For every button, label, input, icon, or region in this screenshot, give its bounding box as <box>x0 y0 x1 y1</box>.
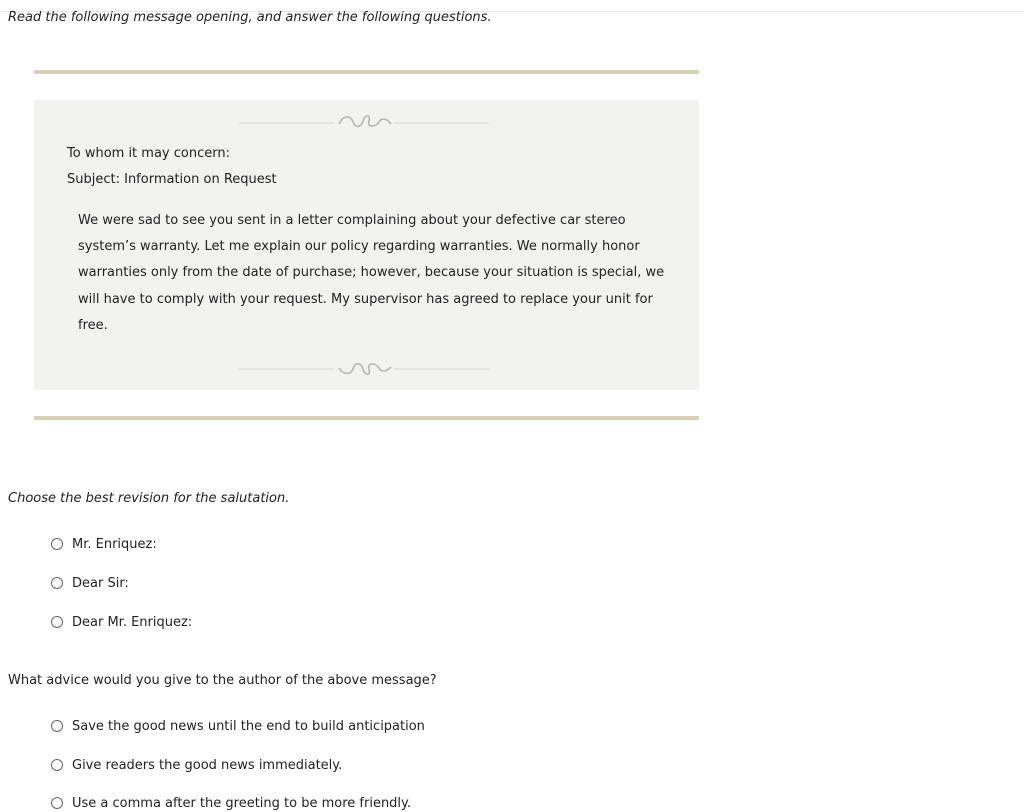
option-label: Dear Mr. Enriquez: <box>72 614 193 630</box>
decorative-rule-bottom <box>34 416 699 420</box>
q2-option-2[interactable] <box>51 756 342 774</box>
q1-option-3[interactable] <box>51 613 192 631</box>
option-label: Dear Sir: <box>72 575 129 591</box>
message-box <box>34 100 699 390</box>
instructions: Read the following message opening, and answer the following questions. <box>8 10 492 25</box>
option-label: Use a comma after the greeting to be more friendly. <box>72 795 412 811</box>
q1-option-2[interactable] <box>51 574 129 592</box>
radio-button[interactable] <box>51 759 63 771</box>
message-body: We were sad to see you sent in a letter complaining about your defective car stereo system’s warranty. Let me explain our policy regarding warranties. We normally honor warranties only from the date of purchase; however, because your situation is special, we will have to comply with your request. My supervisor has agreed to replace your unit for free. <box>78 213 665 333</box>
option-label: Save the good news until the end to build anticipation <box>72 718 425 734</box>
q2-option-1[interactable] <box>51 717 425 735</box>
radio-button[interactable] <box>51 797 63 809</box>
question2-prompt: What advice would you give to the author of the above message? <box>8 673 437 688</box>
option-label: Mr. Enriquez: <box>72 536 157 552</box>
flourish-bottom-icon <box>239 358 489 378</box>
radio-button[interactable] <box>51 720 63 732</box>
decorative-rule-top <box>34 70 699 74</box>
option-label: Give readers the good news immediately. <box>72 757 343 773</box>
flourish-top-icon <box>239 112 489 132</box>
radio-button[interactable] <box>51 616 63 628</box>
q2-option-3[interactable] <box>51 794 411 812</box>
radio-button[interactable] <box>51 538 63 550</box>
message-greeting: To whom it may concern: <box>67 146 230 161</box>
q1-option-1[interactable] <box>51 535 157 553</box>
message-subject: Subject: Information on Request <box>67 172 277 187</box>
question1-prompt: Choose the best revision for the salutation. <box>8 491 290 506</box>
radio-button[interactable] <box>51 577 63 589</box>
